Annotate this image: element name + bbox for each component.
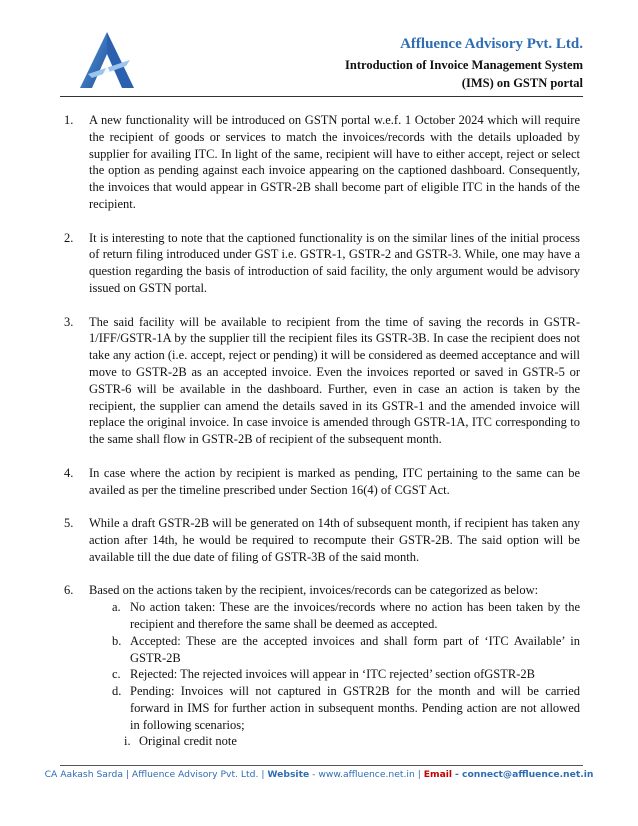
footer-email-link[interactable]: - connect@affluence.net.in <box>455 769 594 780</box>
list-item <box>64 230 580 297</box>
item-text: While a draft GSTR-2B will be generated on 14th of subsequent month, if recipient has taken any action after 14th, he would be required to recompute their GSTR-2B. The said option will be available till the due date of filing of GSTR-3B of the said month. <box>89 516 580 564</box>
document-title-line2: (IMS) on GSTN portal <box>461 76 583 90</box>
logo-triangle-icon <box>78 30 136 92</box>
item-number: 6. <box>64 583 74 598</box>
sub-item-text: Accepted: These are the accepted invoices and shall form part of ‘ITC Available’ in GSTR-2B <box>130 633 580 665</box>
sub-item-text: Rejected: The rejected invoices will appear in ‘ITC rejected’ section ofGSTR-2B <box>130 667 535 682</box>
sub-item-letter: c. <box>112 667 121 682</box>
company-logo <box>78 30 136 92</box>
footer-website-label: Website <box>267 769 310 780</box>
header-divider <box>60 96 583 97</box>
item-text: It is interesting to note that the captioned functionality is on the similar lines of the initial process of return filing introduced under GST i.e. GSTR-1, GSTR-2 and GSTR-3. While, one may have a question regarding the basis of introduction of said facility, the only argument would be advisory issued on GSTN portal. <box>89 230 580 295</box>
item-text: A new functionality will be introduced on GSTN portal w.e.f. 1 October 2024 which will require the recipient of goods or services to match the invoices/records with the details uploaded by supplier for availing ITC. In light of the same, recipient will have to either accept, reject or select the option as pending against each invoice appearing on the captioned dashboard. Consequently, the invoices that would appear in GSTR-2B shall become part of eligible ITC in the hands of the recipient. <box>89 113 580 211</box>
page-footer <box>0 769 638 780</box>
document-title <box>345 56 583 92</box>
footer-email-label: Email <box>423 769 453 780</box>
sub-item-letter: d. <box>112 684 122 699</box>
category-list <box>64 599 580 733</box>
sub-list-item <box>64 683 580 733</box>
sub-list-item <box>64 599 580 633</box>
sub-list-item <box>64 633 580 667</box>
sub-item-text: No action taken: These are the invoices/records where no action has been taken by the recipient and therefore the same shall be deemed as accepted. <box>130 600 580 631</box>
sub-list-item <box>64 666 580 683</box>
scenario-list <box>64 733 580 750</box>
footer-author: CA Aakash Sarda | Affluence Advisory Pvt. Ltd. | <box>44 769 265 780</box>
list-item <box>64 582 580 599</box>
scenario-item <box>64 733 580 750</box>
item-number: 1. <box>64 113 74 127</box>
item-number: 2. <box>64 230 74 245</box>
list-item <box>64 465 580 499</box>
document-body <box>64 112 580 750</box>
footer-divider <box>60 765 583 766</box>
item-number: 4. <box>64 465 74 480</box>
sub-item-letter: b. <box>112 633 122 648</box>
numbered-list <box>64 112 580 599</box>
footer-website-link[interactable]: - www.affluence.net.in | <box>312 769 421 780</box>
list-item <box>64 112 580 213</box>
scenario-text: Original credit note <box>139 734 237 749</box>
item-text: Based on the actions taken by the recipient, invoices/records can be categorized as below: <box>89 583 539 598</box>
list-item <box>64 314 580 448</box>
item-number: 3. <box>64 314 74 329</box>
list-item <box>64 515 580 565</box>
sub-item-text: Pending: Invoices will not captured in GSTR2B for the month and will be carried forward in IMS for further action in subsequent months. Pending action are not allowed in following scenarios; <box>130 684 580 732</box>
company-name: Affluence Advisory Pvt. Ltd. <box>400 36 583 52</box>
item-text: The said facility will be available to recipient from the time of saving the records in GSTR-1/IFF/GSTR-1A by the supplier till the recipient files its GSTR-3B. In case the recipient does not take any action (i.e. accept, reject or pending) it will be considered as deemed acceptance and will move to GSTR-2B as an accepted invoice. Even the invoices reported or saved in GSTR-5 or GSTR-6 will be available in the dashboard. Further, even in case an action is taken by the recipient, the supplier can amend the details saved in its GSTR-1 and the amended invoice will replace the original invoice. In case invoice is amended through GSTR-1A, ITC corresponding to the same shall flow in GSTR-2B of recipient of the subsequent month. <box>89 314 580 447</box>
scenario-numeral: i. <box>124 734 131 749</box>
item-number: 5. <box>64 516 74 531</box>
item-text: In case where the action by recipient is marked as pending, ITC pertaining to the same can be availed as per the timeline prescribed under Section 16(4) of CGST Act. <box>89 465 580 497</box>
sub-item-letter: a. <box>112 600 121 615</box>
document-title-line1: Introduction of Invoice Management System <box>345 58 583 72</box>
